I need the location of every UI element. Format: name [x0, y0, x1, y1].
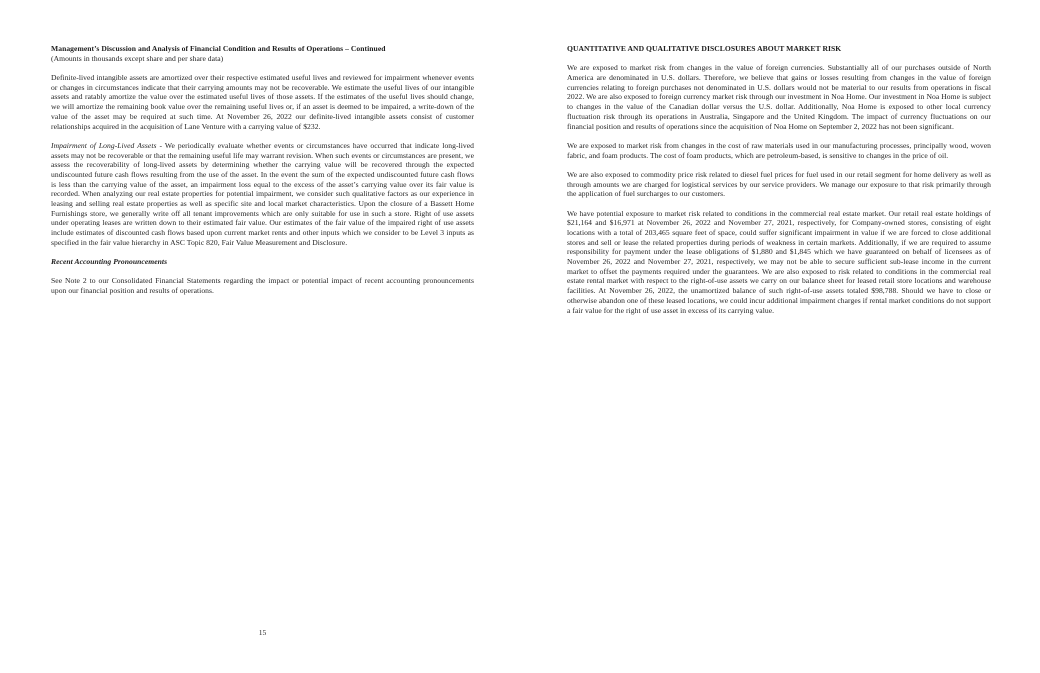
recent-accounting-pronouncements-heading: Recent Accounting Pronouncements: [51, 257, 168, 267]
left-page: [51, 44, 474, 296]
paragraph-definite-lived-intangibles: Definite-lived intangible assets are amortized over their respective estimated useful lives and reviewed for impairment whenever events or changes in circumstances indicate that their carrying amounts may not be recoverable. We estimate the useful lives of our intangible assets and ratably amortize the value over the estimated useful lives of those assets. If the estimates of the useful lives should change, we will amortize the remaining book value over the remaining useful lives or, if an asset is deemed to be impaired, a write-down of the value of the asset may be required at such time. At November 26, 2022 our definite-lived intangible assets consist of customer relationships acquired in the acquisition of Lane Venture with a carrying value of $232.: [51, 73, 474, 131]
paragraph-commodity-fuel-risk: We are also exposed to commodity price risk related to diesel fuel prices for fuel used in our retail segment for home delivery as well as through amounts we are charged for logistical services by our service providers. We manage our exposure to that risk primarily through the application of fuel surcharges to our customers.: [567, 169, 991, 199]
paragraph-impairment-long-lived-assets: [51, 141, 474, 248]
market-risk-heading: QUANTITATIVE AND QUALITATIVE DISCLOSURES ABOUT MARKET RISK: [567, 44, 842, 53]
paragraph-recent-pronouncements: See Note 2 to our Consolidated Financial Statements regarding the impact or potential impact of recent accounting pronouncements upon our financial position and results of operations.: [51, 276, 474, 296]
right-page: [567, 44, 991, 315]
paragraph-foreign-currency-risk: We are exposed to market risk from changes in the value of foreign currencies. Substantially all of our purchases outside of North America are denominated in U.S. dollars. Therefore, we believe that gains or losses resulting from changes in the value of foreign currencies relating to foreign purchases not denominated in U.S. dollars would not be material to our results from operations in fiscal 2022. We are also exposed to foreign currency market risk through our investment in Noa Home. Our investment in Noa Home is subject to changes in the value of the Canadian dollar versus the U.S. dollar. Additionally, Noa Home is exposed to other local currency fluctuation risk through its operations in Australia, Singapore and the United Kingdom. The impact of currency fluctuations on our financial position and results of operations since the acquisition of Noa Home on September 2, 2022 has not been significant.: [567, 63, 991, 131]
impairment-body-text: - We periodically evaluate whether events or circumstances have occurred that indicate long-lived assets may not be recoverable or that the remaining useful life may warrant revision. When such events or circumstances are present, we assess the recoverability of long-lived assets by determining whether the carrying value will be recovered through the expected undiscounted future cash flows resulting from the use of the asset. In the event the sum of the expected undiscounted future cash flows is less than the carrying value of the asset, an impairment loss equal to the excess of the asset’s carrying value over its fair value is recorded. When analyzing our real estate properties for potential impairment, we consider such qualitative factors as our experience in leasing and selling real estate properties as well as specific site and local market characteristics. Upon the closure of a Bassett Home Furnishings store, we generally write off all tenant improvements which are only suitable for use in such a store. Right of use assets under operating leases are written down to their estimated fair value. Our estimates of the fair value of the impaired right of use assets include estimates of discounted cash flows based upon current market rents and other inputs which we consider to be Level 3 inputs as specified in the fair value hierarchy in ASC Topic 820, Fair Value Measurement and Disclosure.: [51, 140, 474, 247]
left-page-title: Management’s Discussion and Analysis of Financial Condition and Results of Operations – Continued: [51, 44, 386, 53]
impairment-lead-italic: Impairment of Long-Lived Assets: [51, 140, 157, 150]
paragraph-raw-materials-risk: We are exposed to market risk from changes in the cost of raw materials used in our manufacturing processes, principally wood, woven fabric, and foam products. The cost of foam products, which are petroleum-based, is sensitive to changes in the price of oil.: [567, 140, 991, 160]
left-page-subtitle: (Amounts in thousands except share and per share data): [51, 53, 224, 63]
left-page-number: 15: [258, 628, 267, 637]
paragraph-commercial-real-estate-risk: We have potential exposure to market risk related to conditions in the commercial real estate market. Our retail real estate holdings of $21,164 and $16,971 at November 26, 2022 and November 27, 2021, respectively, for Company-owned stores, consisting of eight locations with a total of 203,465 square feet of space, could suffer significant impairment in value if we are forced to close additional stores and sell or lease the related properties during periods of weakness in certain markets. Additionally, if we are required to assume responsibility for payment under the lease obligations of $1,880 and $1,845 which we have guaranteed on behalf of licensees as of November 26, 2022 and November 27, 2021, respectively, we may not be able to secure sufficient sub-lease income in the current market to offset the payments required under the guarantees. We are also exposed to risk related to conditions in the commercial real estate rental market with respect to the right-of-use assets we carry on our balance sheet for leased retail store locations and warehouse facilities. At November 26, 2022, the unamortized balance of such right-of-use assets totaled $98,788. Should we have to close or otherwise abandon one of these leased locations, we could incur additional impairment charges if rental market conditions do not support a fair value for the right of use asset in excess of its carrying value.: [567, 208, 991, 315]
